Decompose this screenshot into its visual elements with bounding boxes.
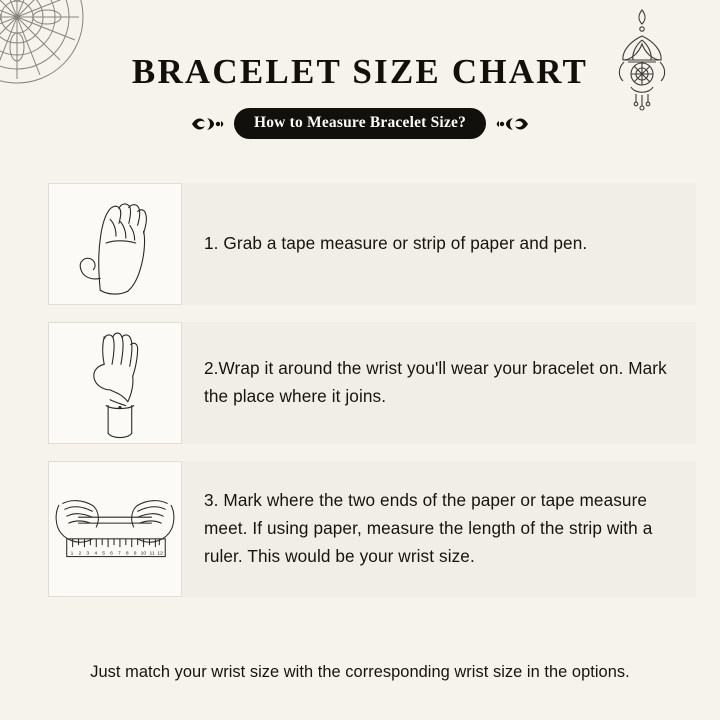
svg-text:6: 6 (110, 551, 113, 557)
svg-text:3: 3 (86, 551, 90, 557)
flourish-right-icon (496, 114, 530, 134)
hands-measuring-strip-with-ruler-illustration (48, 461, 182, 597)
subtitle-pill: How to Measure Bracelet Size? (234, 108, 486, 139)
svg-text:4: 4 (94, 551, 98, 557)
svg-text:8: 8 (125, 551, 129, 557)
svg-text:5: 5 (102, 551, 105, 557)
svg-text:12: 12 (157, 551, 163, 557)
step-text: 2.Wrap it around the wrist you'll wear your bracelet on. Mark the place where it joins. (204, 358, 667, 406)
step-item (0, 183, 720, 305)
svg-text:1: 1 (70, 551, 74, 557)
svg-text:7: 7 (117, 551, 121, 557)
flourish-left-icon (190, 114, 224, 134)
svg-text:2: 2 (78, 551, 82, 557)
step-text: 3. Mark where the two ends of the paper or tape measure meet. If using paper, measure the length of the strip with a ruler. This would be your wrist size. (204, 490, 653, 566)
fist-hand-illustration (48, 183, 182, 305)
svg-text:9: 9 (133, 551, 137, 557)
steps-list (0, 183, 720, 614)
subtitle-row (0, 108, 720, 139)
step-item (0, 322, 720, 444)
page-title: BRACELET SIZE CHART (131, 52, 589, 91)
hand-with-tape-around-wrist-illustration (48, 322, 182, 444)
step-text: 1. Grab a tape measure or strip of paper and pen. (204, 233, 588, 254)
step-item (0, 461, 720, 597)
footer-note: Just match your wrist size with the corresponding wrist size in the options. (90, 663, 630, 681)
svg-text:10: 10 (140, 551, 147, 557)
svg-text:11: 11 (149, 551, 155, 557)
